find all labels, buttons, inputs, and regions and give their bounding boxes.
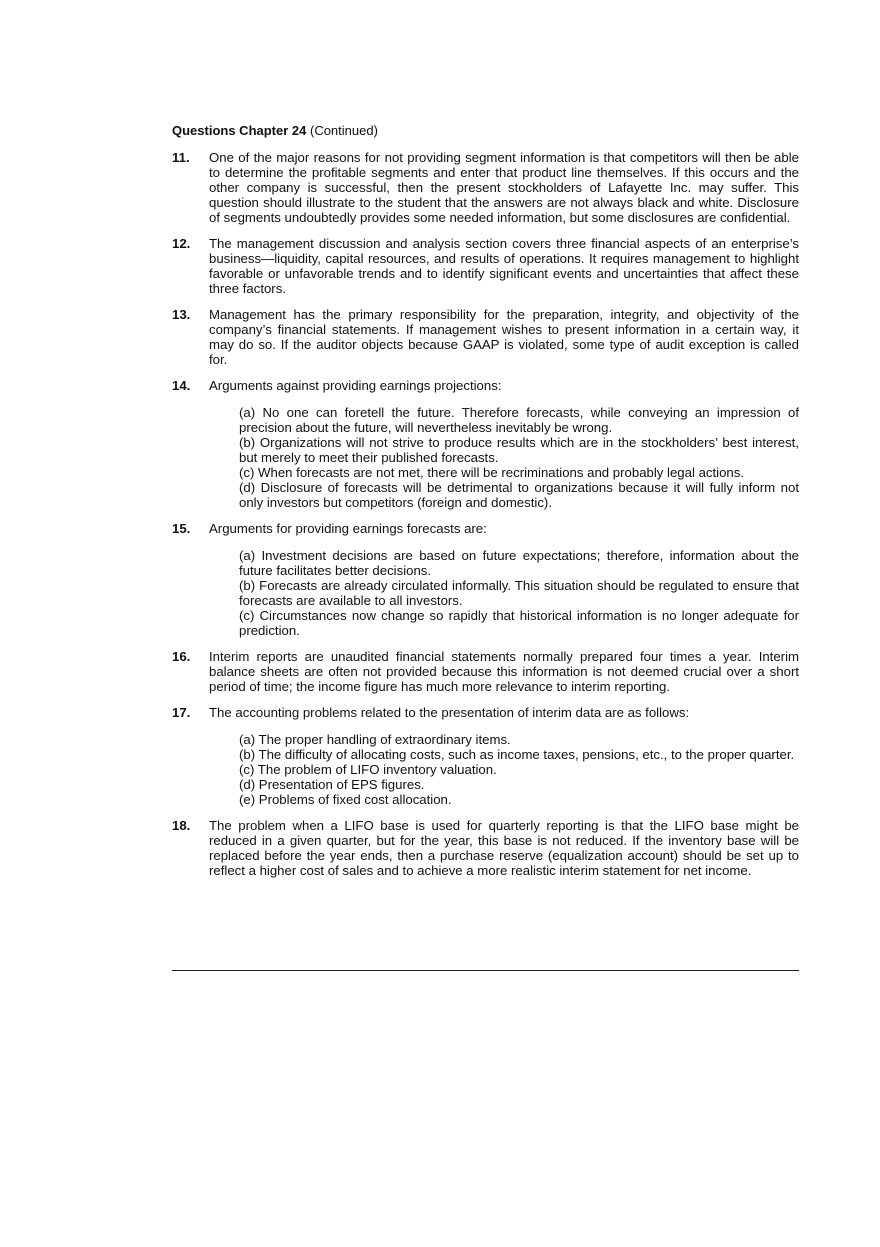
question-text: Arguments for providing earnings forecasts are: — [209, 521, 487, 536]
sub-item: (d) Presentation of EPS figures. — [239, 777, 425, 792]
sub-item: (c) The problem of LIFO inventory valuation. — [239, 762, 497, 777]
question-16 — [172, 649, 799, 694]
question-body — [209, 307, 799, 367]
question-body — [209, 236, 799, 296]
question-body — [209, 818, 799, 878]
sub-item: (e) Problems of fixed cost allocation. — [239, 792, 452, 807]
question-18 — [172, 818, 799, 878]
sub-item-list — [239, 405, 799, 510]
question-number: 15. — [172, 521, 191, 536]
question-17 — [172, 705, 799, 807]
question-text: The problem when a LIFO base is used for quarterly reporting is that the LIFO base might be reduced in a given quarter, but for the year, this base is not reduced. If the inventory base will be replaced before the year ends, then a purchase reserve (equalization account) should be set up to reflect a higher cost of sales and to achieve a more realistic interim statement for net income. — [209, 818, 799, 878]
question-text: One of the major reasons for not providing segment information is that competitors will then be able to determine the profitable segments and enter that product line themselves. If this occurs and the other company is successful, then the present stockholders of Lafayette Inc. may suffer. This question should illustrate to the student that the answers are not always black and white. Disclosure of segments undoubtedly provides some needed information, but some disclosures are confidential. — [209, 150, 799, 225]
page-heading — [172, 123, 799, 138]
question-15 — [172, 521, 799, 638]
footer-divider — [172, 970, 799, 971]
sub-item: (b) Forecasts are already circulated informally. This situation should be regulated to ensure that forecasts are available to all investors. — [239, 578, 799, 608]
question-11 — [172, 150, 799, 225]
sub-item: (b) The difficulty of allocating costs, such as income taxes, pensions, etc., to the proper quarter. — [239, 747, 795, 762]
question-body — [209, 378, 799, 510]
question-12 — [172, 236, 799, 296]
sub-item: (a) Investment decisions are based on future expectations; therefore, information about the future facilitates better decisions. — [239, 548, 799, 578]
question-number: 11. — [172, 150, 190, 165]
heading-title: Questions Chapter 24 — [172, 123, 307, 138]
question-body — [209, 521, 799, 638]
sub-item: (c) Circumstances now change so rapidly that historical information is no longer adequate for prediction. — [239, 608, 799, 638]
question-body — [209, 705, 799, 807]
question-body — [209, 649, 799, 694]
question-text: Management has the primary responsibility for the preparation, integrity, and objectivity of the company’s financial statements. If management wishes to present information in a certain way, it may do so. If the auditor objects because GAAP is violated, some type of audit exception is called for. — [209, 307, 799, 367]
question-14 — [172, 378, 799, 510]
sub-item: (c) When forecasts are not met, there will be recriminations and probably legal actions. — [239, 465, 745, 480]
question-text: The management discussion and analysis section covers three financial aspects of an enterprise’s business—liquidity, capital resources, and results of operations. It requires management to highlight favorable or unfavorable trends and to identify significant events and uncertainties that affect these three factors. — [209, 236, 799, 296]
question-text: Interim reports are unaudited financial statements normally prepared four times a year. Interim balance sheets are often not provided because this information is not deemed crucial over a short period of time; the income figure has much more relevance to interim reporting. — [209, 649, 799, 694]
question-number: 18. — [172, 818, 191, 833]
question-13 — [172, 307, 799, 367]
question-text: The accounting problems related to the presentation of interim data are as follows: — [209, 705, 690, 720]
question-body — [209, 150, 799, 225]
document-page — [172, 123, 799, 889]
question-number: 13. — [172, 307, 191, 322]
sub-item-list — [239, 732, 799, 807]
sub-item-list — [239, 548, 799, 638]
question-number: 14. — [172, 378, 191, 393]
sub-item: (d) Disclosure of forecasts will be detrimental to organizations because it will fully inform not only investors but competitors (foreign and domestic). — [239, 480, 799, 510]
question-number: 16. — [172, 649, 191, 664]
heading-continued: (Continued) — [306, 123, 378, 138]
question-text: Arguments against providing earnings projections: — [209, 378, 502, 393]
question-number: 17. — [172, 705, 191, 720]
sub-item: (b) Organizations will not strive to produce results which are in the stockholders’ best interest, but merely to meet their published forecasts. — [239, 435, 799, 465]
sub-item: (a) No one can foretell the future. Therefore forecasts, while conveying an impression of precision about the future, will nevertheless inevitably be wrong. — [239, 405, 799, 435]
sub-item: (a) The proper handling of extraordinary items. — [239, 732, 511, 747]
question-number: 12. — [172, 236, 191, 251]
